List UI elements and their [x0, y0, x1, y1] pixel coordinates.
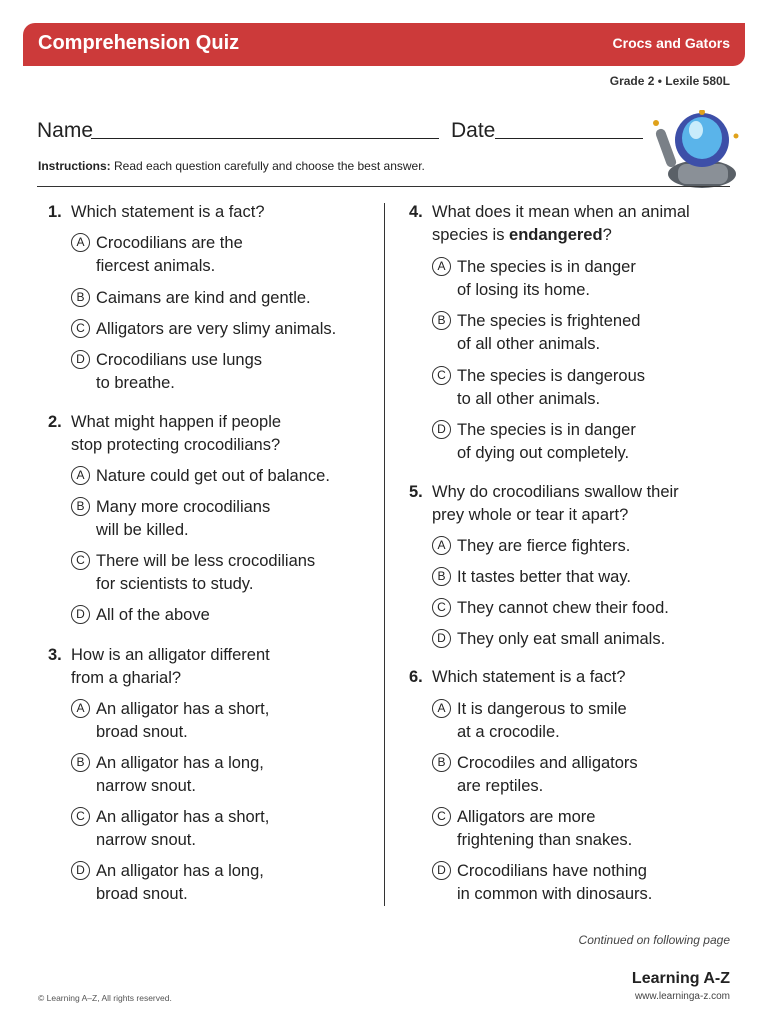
- option-text: Many more crocodilians: [96, 498, 271, 516]
- question-text: species is: [432, 226, 510, 244]
- option-b-circle[interactable]: B: [71, 753, 90, 772]
- option-d-circle[interactable]: D: [71, 350, 90, 369]
- question-number: 5.: [409, 483, 423, 501]
- option-a-circle[interactable]: A: [432, 699, 451, 718]
- website-url: www.learninga-z.com: [634, 991, 730, 1002]
- question-text: from a gharial?: [71, 669, 182, 687]
- header-divider: [37, 186, 730, 187]
- option-text: It is dangerous to smile: [457, 700, 627, 718]
- option-text: fiercest animals.: [96, 257, 216, 275]
- option-b-circle[interactable]: B: [432, 567, 451, 586]
- option-c-circle[interactable]: C: [432, 807, 451, 826]
- question-text: Which statement is a fact?: [432, 668, 626, 686]
- learning-az-logo: Learning A-Z: [631, 970, 730, 987]
- question-number: 1.: [48, 203, 62, 221]
- question-text: ?: [602, 226, 612, 244]
- option-text: The species is frightened: [457, 312, 641, 330]
- option-text: The species is in danger: [457, 421, 636, 439]
- option-text: broad snout.: [96, 885, 188, 903]
- option-d-circle[interactable]: D: [432, 420, 451, 439]
- option-text: The species is in danger: [457, 258, 636, 276]
- option-text: to all other animals.: [457, 390, 601, 408]
- option-c-circle[interactable]: C: [432, 598, 451, 617]
- robot-mascot-icon: [648, 110, 744, 190]
- option-c-circle[interactable]: C: [71, 319, 90, 338]
- keyword-endangered: endangered: [509, 226, 603, 244]
- option-text: Nature could get out of balance.: [96, 467, 330, 485]
- option-text: All of the above: [96, 606, 210, 624]
- option-text: An alligator has a short,: [96, 808, 270, 826]
- option-c-circle[interactable]: C: [71, 551, 90, 570]
- option-a-circle[interactable]: A: [71, 233, 90, 252]
- option-a-circle[interactable]: A: [432, 536, 451, 555]
- option-text: They are fierce fighters.: [457, 537, 631, 555]
- option-text: It tastes better that way.: [457, 568, 631, 586]
- copyright: © Learning A–Z, All rights reserved.: [38, 993, 172, 1003]
- option-text: of losing its home.: [457, 281, 590, 299]
- option-text: Crocodilians use lungs: [96, 351, 263, 369]
- option-a-circle[interactable]: A: [71, 466, 90, 485]
- book-title: Crocs and Gators: [612, 35, 730, 51]
- option-d-circle[interactable]: D: [432, 861, 451, 880]
- date-label: Date: [451, 119, 496, 142]
- option-a-circle[interactable]: A: [432, 257, 451, 276]
- option-text: Crocodilians are the: [96, 234, 243, 252]
- grade-level: Grade 2 • Lexile 580L: [609, 74, 730, 88]
- question-text: Why do crocodilians swallow their: [432, 483, 679, 501]
- name-label: Name: [37, 119, 94, 142]
- option-text: to breathe.: [96, 374, 175, 392]
- continued-note: Continued on following page: [578, 933, 730, 947]
- option-text: narrow snout.: [96, 777, 196, 795]
- option-c-circle[interactable]: C: [71, 807, 90, 826]
- question-number: 6.: [409, 668, 423, 686]
- question-text: What might happen if people: [71, 413, 282, 431]
- option-text: Alligators are very slimy animals.: [96, 320, 337, 338]
- column-divider: [384, 203, 385, 906]
- option-text: will be killed.: [96, 521, 189, 539]
- instructions-text: Read each question carefully and choose the best answer.: [110, 159, 425, 173]
- question-text-line-2: [432, 224, 612, 247]
- name-field[interactable]: [91, 138, 439, 139]
- option-text: An alligator has a short,: [96, 700, 270, 718]
- option-text: of dying out completely.: [457, 444, 630, 462]
- option-text: of all other animals.: [457, 335, 601, 353]
- option-a-circle[interactable]: A: [71, 699, 90, 718]
- question-text: stop protecting crocodilians?: [71, 436, 281, 454]
- option-text: at a crocodile.: [457, 723, 560, 741]
- question-number: 4.: [409, 203, 423, 221]
- option-text: There will be less crocodilians: [96, 552, 316, 570]
- option-text: An alligator has a long,: [96, 754, 264, 772]
- option-text: Alligators are more: [457, 808, 596, 826]
- option-d-circle[interactable]: D: [432, 629, 451, 648]
- option-d-circle[interactable]: D: [71, 605, 90, 624]
- question-text: Which statement is a fact?: [71, 203, 265, 221]
- question-text: prey whole or tear it apart?: [432, 506, 629, 524]
- header-banner: [23, 23, 745, 66]
- option-text: An alligator has a long,: [96, 862, 264, 880]
- option-d-circle[interactable]: D: [71, 861, 90, 880]
- instructions-label: Instructions:: [38, 159, 111, 173]
- option-text: They only eat small animals.: [457, 630, 666, 648]
- option-text: Crocodiles and alligators: [457, 754, 638, 772]
- option-text: The species is dangerous: [457, 367, 646, 385]
- option-b-circle[interactable]: B: [71, 288, 90, 307]
- question-text: What does it mean when an animal: [432, 203, 690, 221]
- option-text: Crocodilians have nothing: [457, 862, 647, 880]
- option-b-circle[interactable]: B: [71, 497, 90, 516]
- option-text: Caimans are kind and gentle.: [96, 289, 311, 307]
- option-text: are reptiles.: [457, 777, 544, 795]
- option-b-circle[interactable]: B: [432, 311, 451, 330]
- option-text: narrow snout.: [96, 831, 196, 849]
- option-c-circle[interactable]: C: [432, 366, 451, 385]
- instructions: [38, 159, 425, 173]
- question-text: How is an alligator different: [71, 646, 270, 664]
- option-text: broad snout.: [96, 723, 188, 741]
- question-number: 2.: [48, 413, 62, 431]
- option-text: in common with dinosaurs.: [457, 885, 653, 903]
- option-text: for scientists to study.: [96, 575, 254, 593]
- question-number: 3.: [48, 646, 62, 664]
- option-b-circle[interactable]: B: [432, 753, 451, 772]
- date-field[interactable]: [495, 138, 643, 139]
- quiz-title: Comprehension Quiz: [38, 32, 240, 54]
- option-text: They cannot chew their food.: [457, 599, 669, 617]
- option-text: frightening than snakes.: [457, 831, 633, 849]
